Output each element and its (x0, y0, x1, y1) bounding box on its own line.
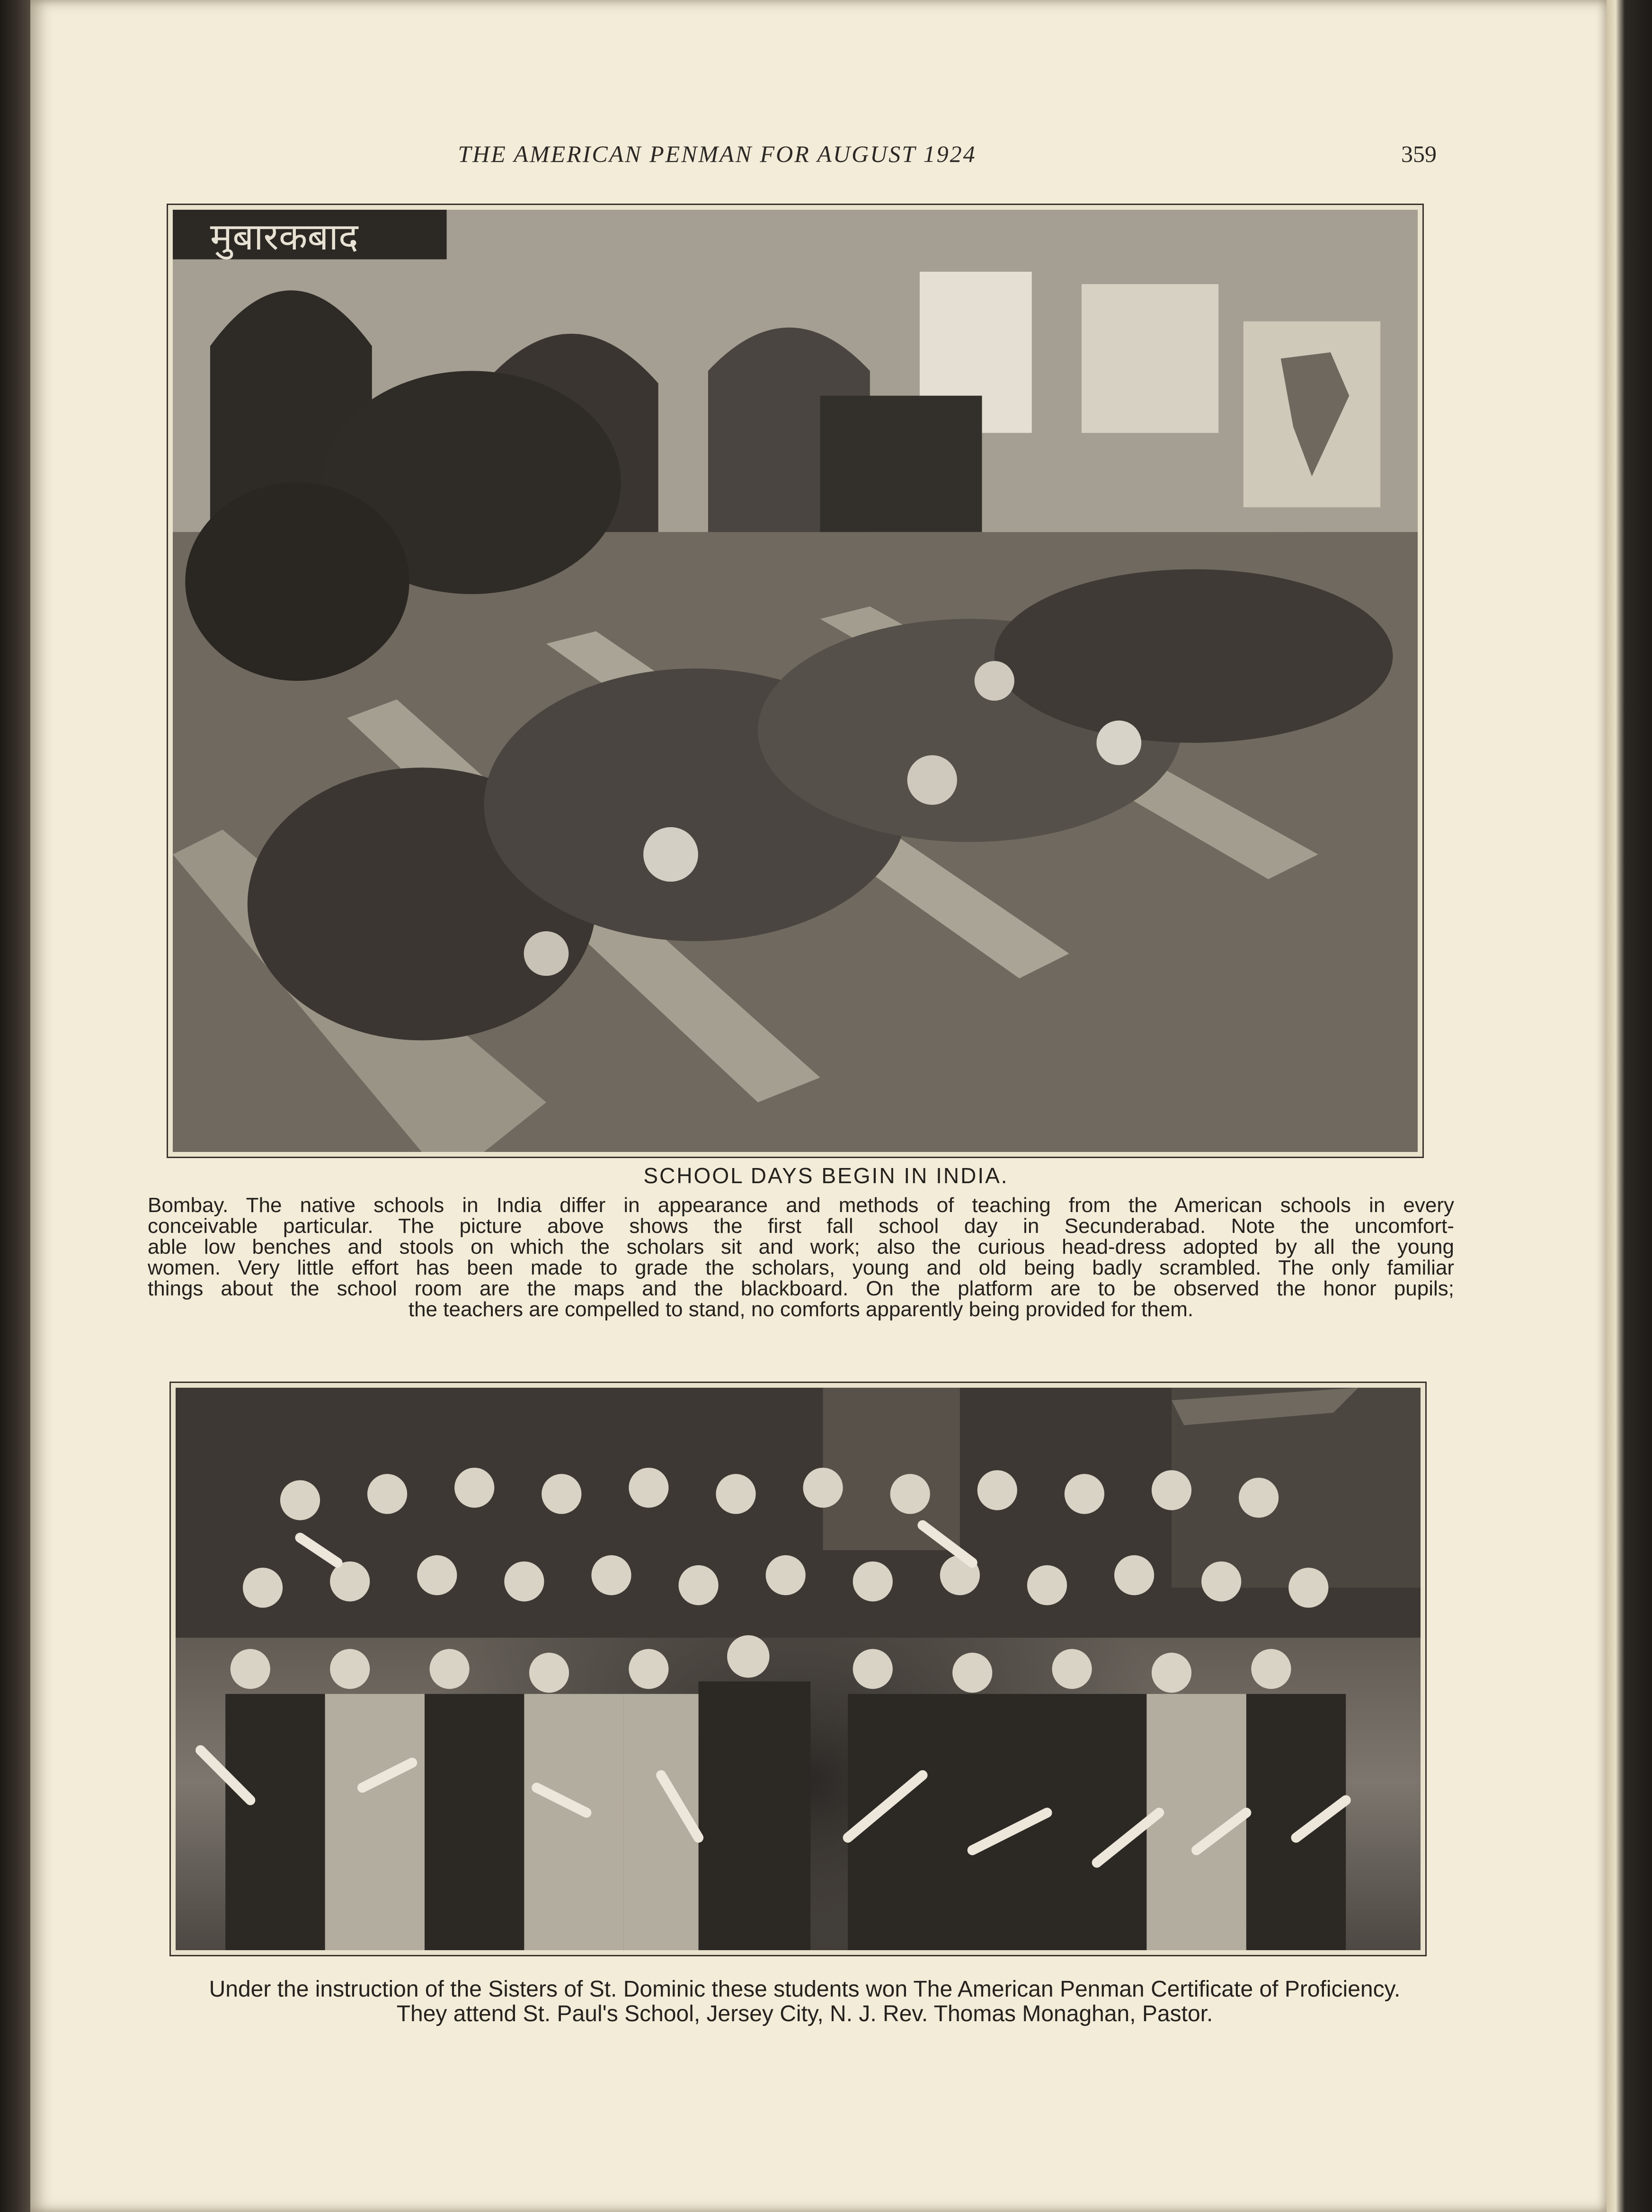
st-pauls-caption-line: They attend St. Paul's School, Jersey City, N. J. Rev. Thomas Monaghan, Pastor. (396, 2001, 1213, 2026)
st-pauls-caption-line: Under the instruction of the Sisters of St. Dominic these students won The American Penman Certificate of Proficiency. (209, 1977, 1401, 2002)
classroom-illustration (173, 210, 1418, 1152)
india-caption-line: things about the school room are the maps and the blackboard. On the platform are to be observed the honor pupils; (148, 1277, 1454, 1300)
india-caption-line: women. Very little effort has been made to grade the scholars, young and old being badly scrambled. The only familiar (148, 1256, 1454, 1279)
st-pauls-caption (142, 1977, 1467, 2026)
running-title: THE AMERICAN PENMAN FOR AUGUST 1924 (458, 141, 977, 167)
india-caption-line: Bombay. The native schools in India differ in appearance and methods of teaching from the American schools in every (148, 1194, 1454, 1217)
india-caption-title: SCHOOL DAYS BEGIN IN INDIA. (643, 1163, 1009, 1188)
group-illustration (176, 1388, 1421, 1950)
india-caption-line: able low benches and stools on which the scholars sit and work; also the curious head-dress adopted by all the young (148, 1235, 1454, 1258)
page-number: 359 (1401, 141, 1437, 167)
india-classroom-image (173, 210, 1418, 1152)
india-classroom-photo (167, 204, 1424, 1158)
st-pauls-class-photo (169, 1382, 1427, 1956)
india-caption-line: the teachers are compelled to stand, no comforts apparently being provided for them. (408, 1298, 1194, 1321)
india-caption-body (148, 1195, 1454, 1320)
india-caption-line: conceivable particular. The picture above shows the first fall school day in Secunderabad. Note the uncomfort- (148, 1214, 1454, 1238)
st-pauls-class-image (176, 1388, 1421, 1950)
banner-sign-text: मुबारकबाद (210, 214, 358, 259)
page-edge (1607, 0, 1652, 2212)
book-spine (0, 0, 33, 2212)
